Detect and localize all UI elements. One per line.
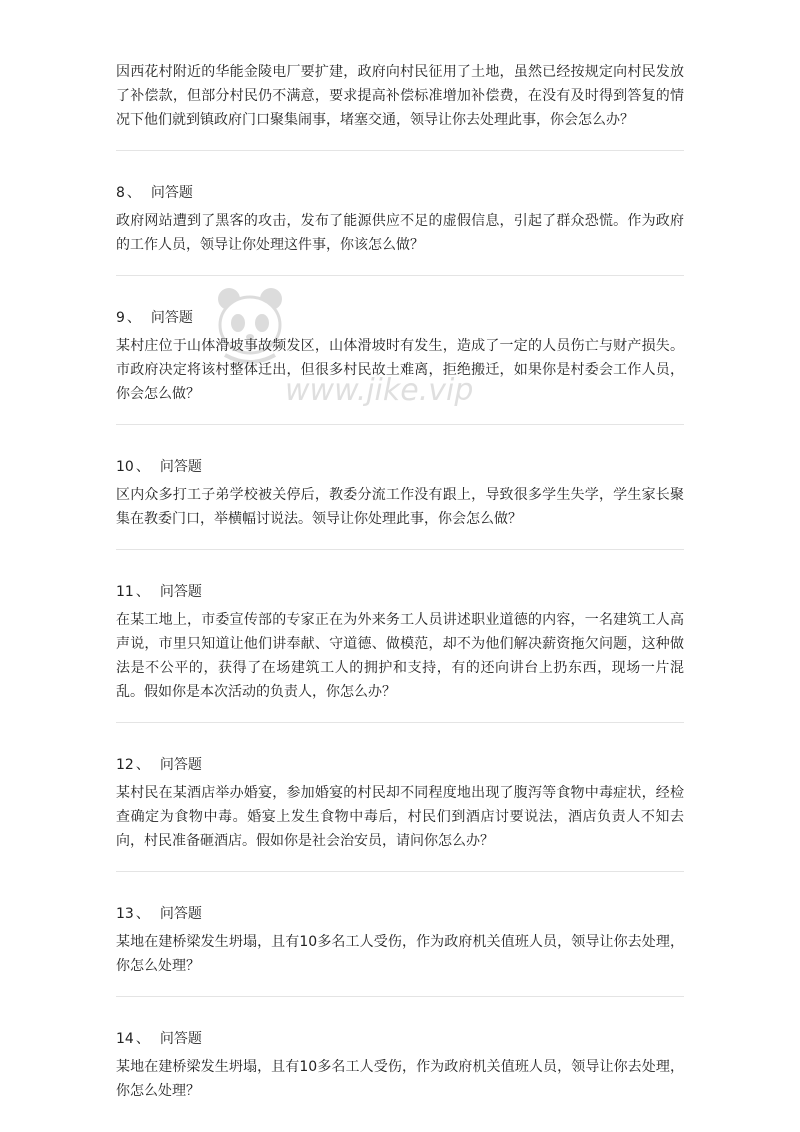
question-header <box>116 308 684 328</box>
watermark-text: www.jike.vip <box>285 373 474 408</box>
question-item <box>116 183 684 276</box>
intro-text: 因西花村附近的华能金陵电厂要扩建，政府向村民征用了土地，虽然已经按规定向村民发放了补偿款，但部分村民仍不满意，要求提高补偿标准增加补偿费，在没有及时得到答复的情况下他们就到镇政府门口聚集闹事，堵塞交通，领导让你去处理此事，你会怎么办？ <box>116 64 684 128</box>
question-type: 问答题 <box>150 185 193 201</box>
question-header <box>116 904 684 924</box>
question-header <box>116 582 684 602</box>
question-separator: 、 <box>135 906 150 922</box>
question-text: 某村庄位于山体滑坡事故频发区，山体滑坡时有发生，造成了一定的人员伤亡与财产损失。市政府决定将该村整体迁出，但很多村民故土难离，拒绝搬迁，如果你是村委会工作人员，你会怎么做？ <box>116 338 684 402</box>
document-page <box>116 60 684 1121</box>
question-type: 问答题 <box>159 906 202 922</box>
question-number: 14 <box>116 1031 134 1047</box>
question-header <box>116 183 684 203</box>
question-type: 问答题 <box>159 584 202 600</box>
question-header <box>116 1029 684 1049</box>
question-separator: 、 <box>135 584 150 600</box>
question-number: 13 <box>116 906 134 922</box>
question-item <box>116 755 684 872</box>
question-separator: 、 <box>135 459 150 475</box>
question-separator: 、 <box>126 310 141 326</box>
question-text: 某地在建桥梁发生坍塌，且有10多名工人受伤，作为政府机关值班人员，领导让你去处理，你怎么处理？ <box>116 934 684 974</box>
question-item <box>116 582 684 723</box>
question-type: 问答题 <box>150 310 193 326</box>
question-text: 政府网站遭到了黑客的攻击，发布了能源供应不足的虚假信息，引起了群众恐慌。作为政府的工作人员，领导让你处理这件事，你该怎么做？ <box>116 213 684 253</box>
question-number: 8 <box>116 185 125 201</box>
question-text: 在某工地上，市委宣传部的专家正在为外来务工人员讲述职业道德的内容，一名建筑工人高声说，市里只知道让他们讲奉献、守道德、做模范，却不为他们解决薪资拖欠问题，这种做法是不公平的，获得了在场建筑工人的拥护和支持，有的还向讲台上扔东西，现场一片混乱。假如你是本次活动的负责人，你怎么办？ <box>116 612 684 700</box>
question-separator: 、 <box>135 1031 150 1047</box>
question-item <box>116 904 684 997</box>
question-type: 问答题 <box>159 757 202 773</box>
intro-item <box>116 60 684 151</box>
question-text: 区内众多打工子弟学校被关停后，教委分流工作没有跟上，导致很多学生失学，学生家长聚集在教委门口，举横幅讨说法。领导让你处理此事，你会怎么做？ <box>116 487 684 527</box>
question-type: 问答题 <box>159 1031 202 1047</box>
question-text: 某村民在某酒店举办婚宴，参加婚宴的村民却不同程度地出现了腹泻等食物中毒症状，经检查确定为食物中毒。婚宴上发生食物中毒后，村民们到酒店讨要说法，酒店负责人不知去向，村民准备砸酒店。假如你是社会治安员，请问你怎么办？ <box>116 785 684 849</box>
question-text: 某地在建桥梁发生坍塌，且有10多名工人受伤，作为政府机关值班人员，领导让你去处理，你怎么处理？ <box>116 1059 684 1099</box>
question-item <box>116 1029 684 1121</box>
question-separator: 、 <box>135 757 150 773</box>
question-number: 11 <box>116 584 134 600</box>
question-number: 12 <box>116 757 134 773</box>
question-item <box>116 308 684 425</box>
question-item <box>116 457 684 550</box>
question-type: 问答题 <box>159 459 202 475</box>
question-header <box>116 457 684 477</box>
question-separator: 、 <box>126 185 141 201</box>
question-number: 9 <box>116 310 125 326</box>
question-header <box>116 755 684 775</box>
question-number: 10 <box>116 459 134 475</box>
